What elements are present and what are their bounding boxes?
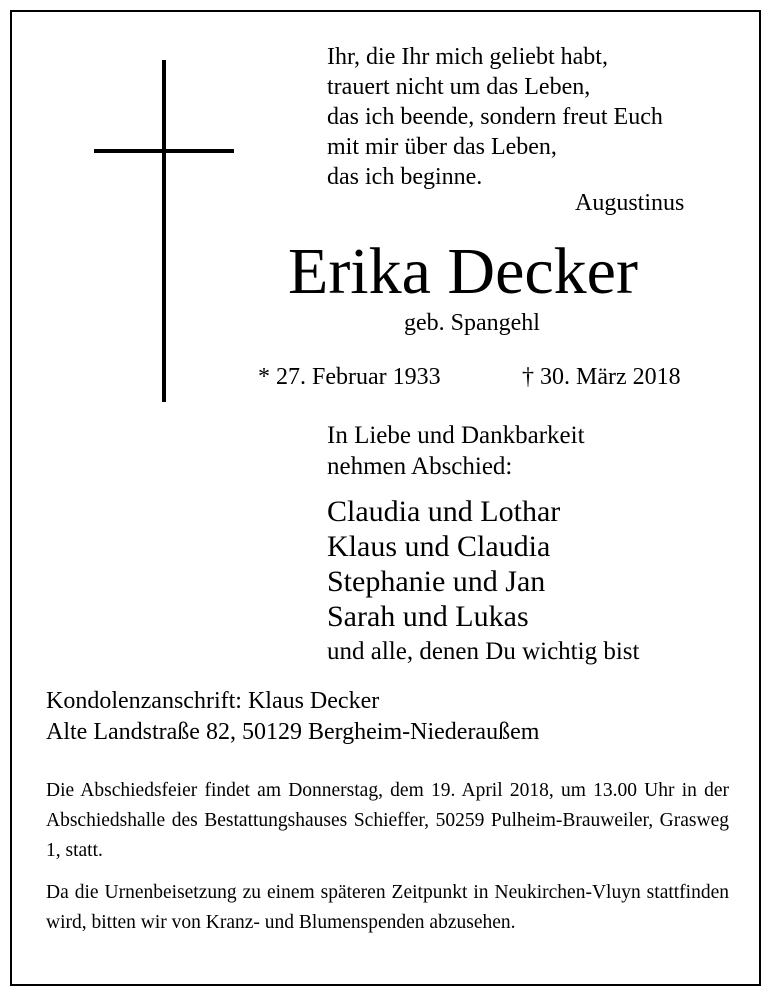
deceased-name: Erika Decker bbox=[288, 235, 638, 308]
condolence-line: Alte Landstraße 82, 50129 Bergheim-Niederaußem bbox=[46, 719, 540, 745]
poem-line: das ich beginne. bbox=[327, 164, 483, 190]
mourners-list bbox=[327, 494, 560, 634]
farewell-text bbox=[327, 420, 585, 482]
farewell-line: In Liebe und Dankbarkeit bbox=[327, 422, 585, 449]
poem-line: Ihr, die Ihr mich geliebt habt, bbox=[327, 44, 608, 70]
poem-line: das ich beende, sondern freut Euch bbox=[327, 104, 663, 130]
birth-date: * 27. Februar 1933 bbox=[258, 364, 441, 390]
ceremony-paragraph: Die Abschiedsfeier findet am Donnerstag, dem 19. April 2018, um 13.00 Uhr in der Abschiedshalle des Bestattungshauses Schieffer, 50259 Pulheim-Brauweiler, Grasweg 1, statt. bbox=[46, 780, 729, 861]
cross-icon-bar bbox=[94, 149, 234, 153]
mourner: Stephanie und Jan bbox=[327, 565, 546, 598]
farewell-line: nehmen Abschied: bbox=[327, 453, 513, 480]
death-date: † 30. März 2018 bbox=[522, 364, 681, 390]
mourner: Claudia und Lothar bbox=[327, 495, 561, 528]
mourner: Klaus und Claudia bbox=[327, 530, 551, 563]
cross-icon bbox=[162, 60, 166, 402]
others-line: und alle, denen Du wichtig bist bbox=[327, 638, 640, 665]
poem-author: Augustinus bbox=[575, 190, 685, 216]
poem-line: mit mir über das Leben, bbox=[327, 134, 557, 160]
condolence-line: Kondolenzanschrift: Klaus Decker bbox=[46, 688, 380, 714]
condolence-address bbox=[46, 686, 539, 748]
mourner: Sarah und Lukas bbox=[327, 600, 529, 633]
poem bbox=[327, 42, 663, 192]
poem-line: trauert nicht um das Leben, bbox=[327, 74, 591, 100]
burial-paragraph: Da die Urnenbeisetzung zu einem späteren Zeitpunkt in Neukirchen-Vluyn stattfinden wird, bitten wir von Kranz- und Blumenspenden abzusehen. bbox=[46, 882, 729, 933]
maiden-name: geb. Spangehl bbox=[404, 310, 540, 336]
